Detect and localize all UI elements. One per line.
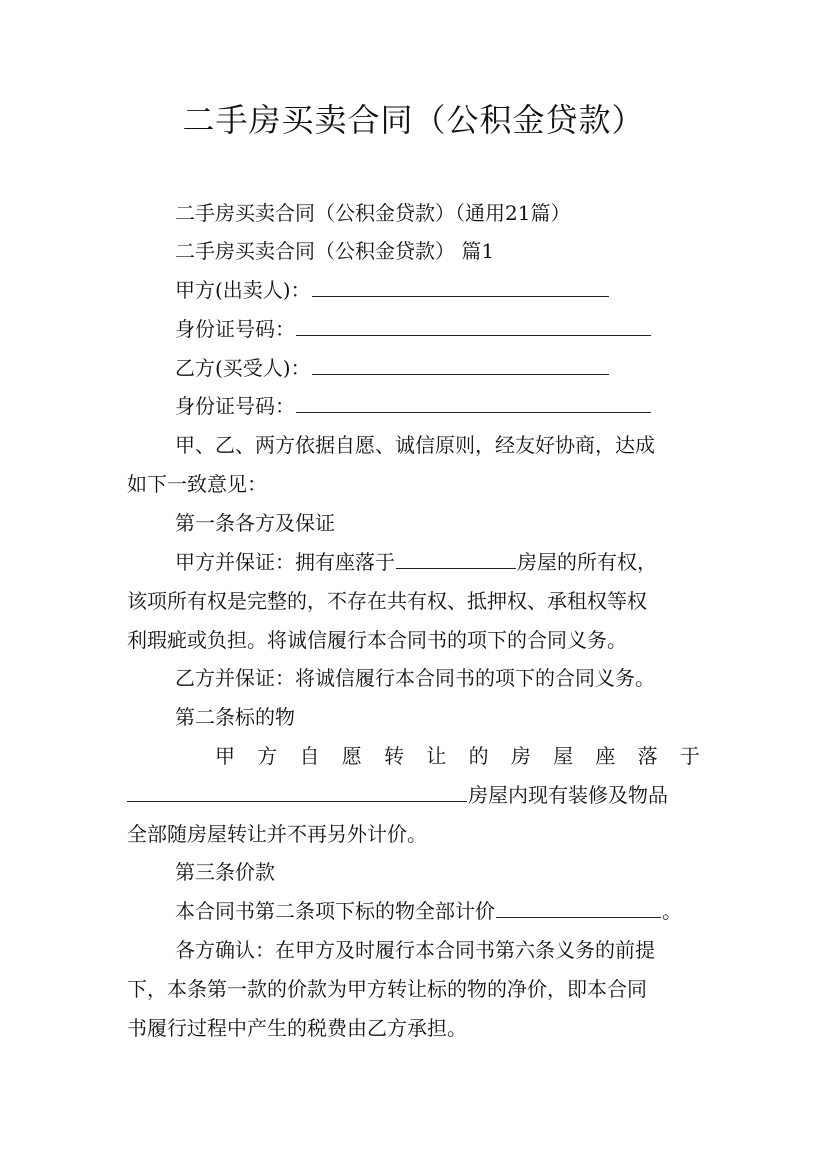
party-a-id-blank[interactable]: [296, 315, 651, 336]
party-b-line: [175, 354, 610, 382]
paragraph-text: 房屋的所有权，: [517, 550, 657, 574]
location-blank[interactable]: [396, 548, 516, 569]
paragraph-text: 。: [662, 899, 682, 923]
party-a-id-label: 身份证号码：: [175, 317, 295, 341]
spaced-character: 落: [637, 744, 658, 768]
paragraph-line: 各方确认：在甲方及时履行本合同书第六条义务的前提: [175, 938, 655, 962]
paragraph-line: 全部随房屋转让并不再另外计价。: [127, 822, 427, 846]
spaced-character: 让: [426, 744, 447, 768]
paragraph-text: 甲方并保证：拥有座落于: [175, 550, 395, 574]
party-b-blank[interactable]: [312, 354, 609, 375]
paragraph-line: 书履行过程中产生的税费由乙方承担。: [127, 1016, 467, 1040]
spaced-character: 座: [595, 744, 616, 768]
paragraph-line: [127, 781, 668, 809]
article-2-heading: 第二条标的物: [175, 705, 295, 729]
paragraph-line: 该项所有权是完整的，不存在共有权、抵押权、承租权等权: [127, 589, 647, 613]
spaced-character: 甲: [215, 744, 235, 768]
party-b-id-blank[interactable]: [296, 392, 651, 413]
price-blank[interactable]: [496, 897, 661, 918]
party-a-label: 甲方(出卖人)：: [175, 278, 311, 302]
paragraph-line: 乙方并保证：将诚信履行本合同书的项下的合同义务。: [175, 666, 655, 690]
spaced-character: 屋: [553, 744, 574, 768]
party-b-id-line: [175, 392, 652, 420]
document-title: 二手房买卖合同（公积金贷款）: [182, 101, 645, 139]
party-b-label: 乙方(买受人)：: [175, 356, 311, 380]
justified-paragraph-line: [215, 742, 700, 770]
section-heading-part1: 二手房买卖合同（公积金贷款） 篇1: [175, 239, 495, 263]
paragraph-line: [175, 897, 682, 925]
paragraph-line: 下，本条第一款的价款为甲方转让标的物的净价，即本合同: [127, 977, 647, 1001]
property-location-blank[interactable]: [127, 781, 467, 802]
paragraph-line: 如下一致意见：: [127, 472, 267, 496]
paragraph-text: 本合同书第二条项下标的物全部计价: [175, 899, 495, 923]
party-a-line: [175, 276, 610, 304]
paragraph-line: [175, 548, 657, 576]
spaced-character: 方: [257, 744, 278, 768]
spaced-character: 的: [468, 744, 489, 768]
spaced-character: 于: [679, 744, 700, 768]
paragraph-line: 利瑕疵或负担。将诚信履行本合同书的项下的合同义务。: [127, 628, 627, 652]
article-3-heading: 第三条价款: [175, 860, 275, 884]
paragraph-line: 甲、乙、两方依据自愿、诚信原则，经友好协商，达成: [175, 433, 655, 457]
subtitle-line: 二手房买卖合同（公积金贷款）（通用21篇）: [175, 201, 571, 225]
spaced-character: 房: [510, 744, 531, 768]
party-a-blank[interactable]: [312, 276, 609, 297]
spaced-character: 自: [299, 744, 320, 768]
paragraph-text: 房屋内现有装修及物品: [468, 783, 668, 807]
party-b-id-label: 身份证号码：: [175, 394, 295, 418]
article-1-heading: 第一条各方及保证: [175, 511, 335, 535]
spaced-character: 愿: [341, 744, 362, 768]
party-a-id-line: [175, 315, 652, 343]
spaced-character: 转: [384, 744, 405, 768]
